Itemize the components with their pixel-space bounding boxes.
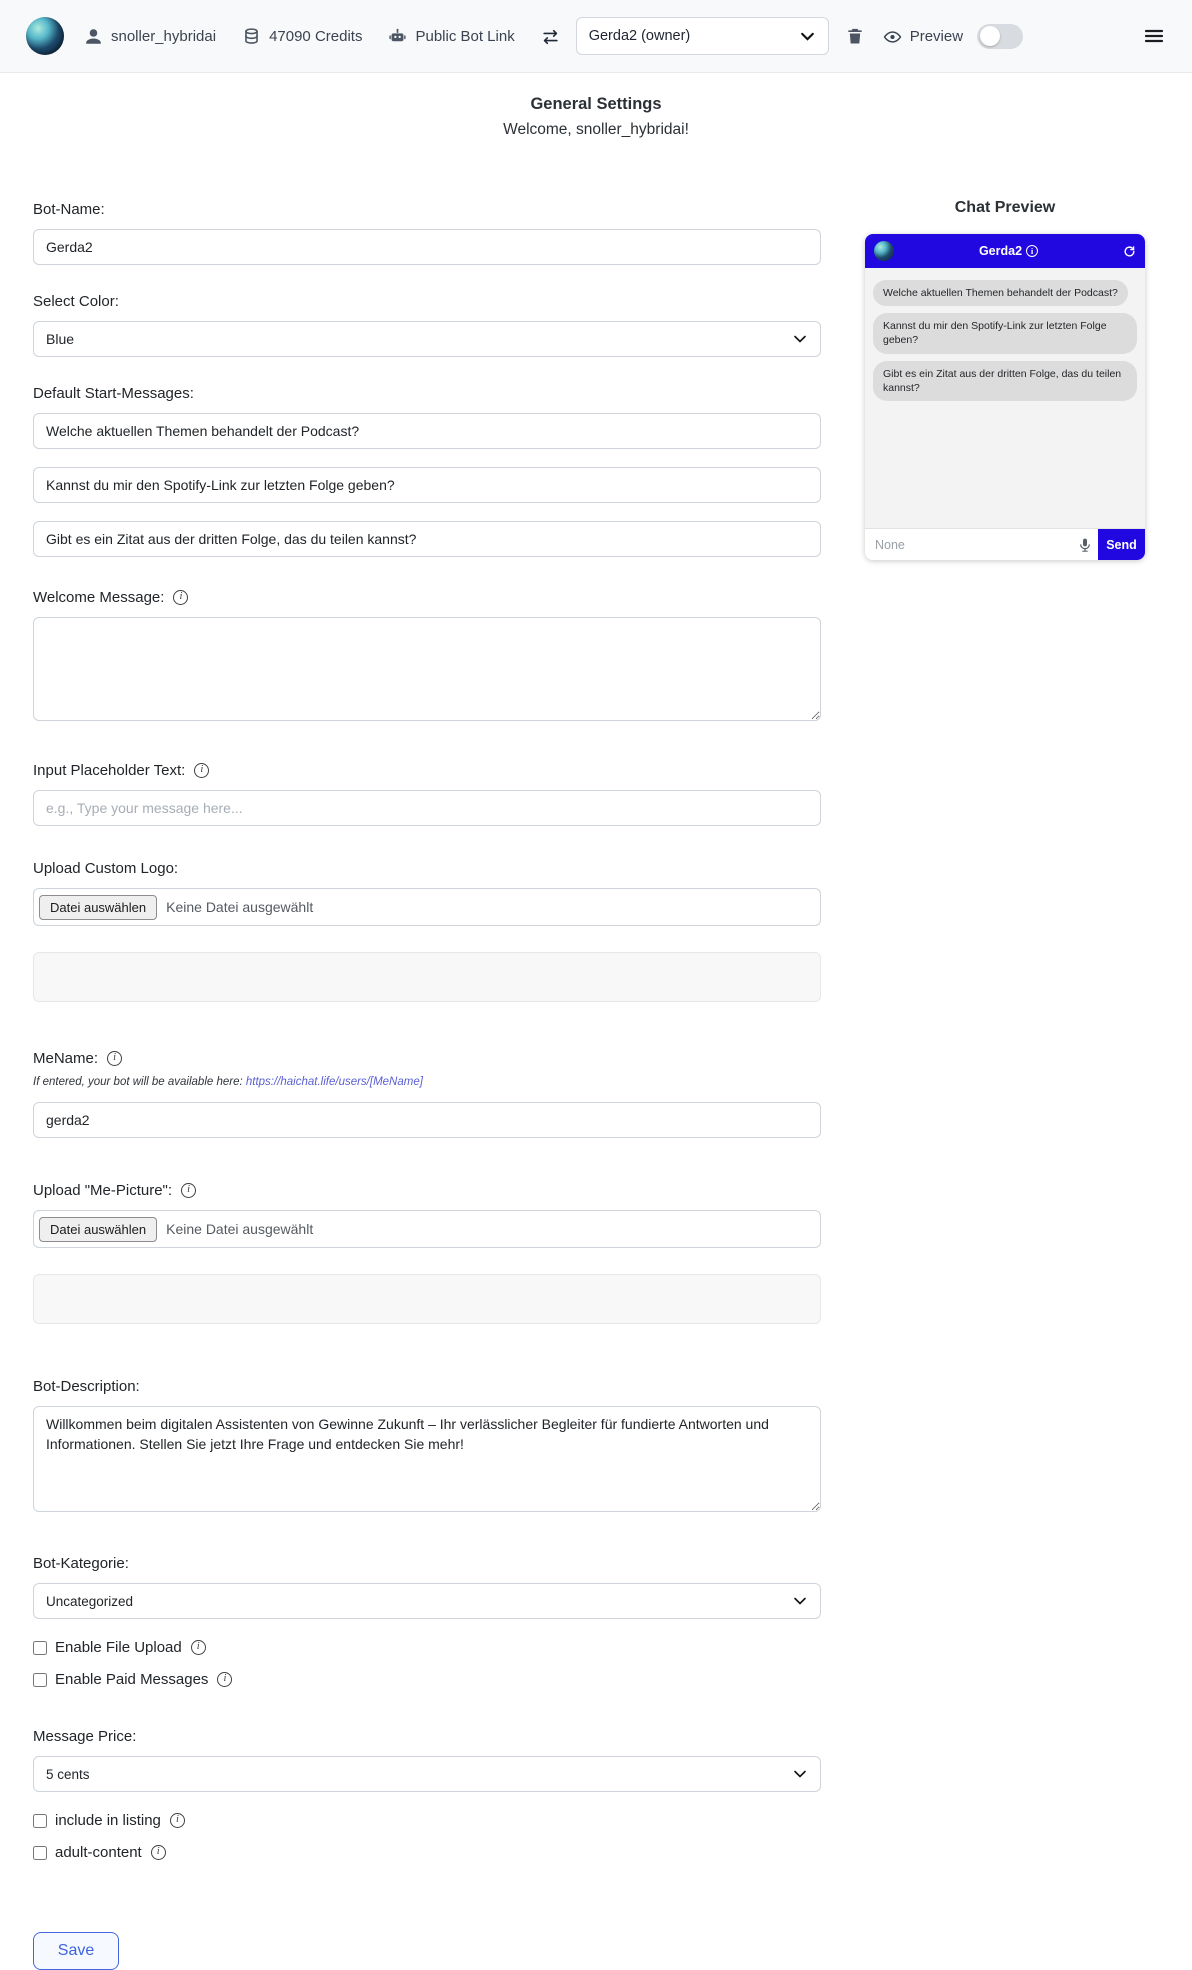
input-placeholder-label: Input Placeholder Text: i (33, 762, 821, 779)
color-select-value: Blue (46, 331, 75, 347)
message-price-select[interactable] (33, 1756, 821, 1792)
me-picture-preview-box (33, 1274, 821, 1324)
starter-message-bubble[interactable]: Welche aktuellen Themen behandelt der Podcast? (873, 280, 1128, 306)
bot-category-select[interactable] (33, 1583, 821, 1619)
chat-message-area (865, 268, 1145, 528)
adult-content-label: adult-content (55, 1844, 142, 1861)
upload-me-picture-file-input[interactable] (33, 1210, 821, 1248)
enable-paid-messages-label: Enable Paid Messages (55, 1671, 209, 1688)
color-select[interactable] (33, 321, 821, 357)
microphone-icon[interactable] (1077, 537, 1093, 553)
welcome-message-label: Welcome Message: i (33, 589, 821, 606)
select-color-label: Select Color: (33, 293, 119, 310)
input-placeholder-input[interactable] (33, 790, 821, 826)
chat-widget (865, 234, 1145, 560)
delete-bot-button[interactable] (845, 26, 865, 46)
welcome-message-textarea[interactable] (33, 617, 821, 721)
chat-preview-title: Chat Preview (954, 199, 1056, 216)
info-icon[interactable] (217, 1672, 232, 1687)
info-icon[interactable] (151, 1845, 166, 1860)
refresh-icon[interactable] (1123, 245, 1136, 258)
start-message-input-2[interactable] (33, 467, 821, 503)
credits-label: 47090 Credits (269, 27, 363, 45)
choose-file-button[interactable]: Datei auswählen (39, 895, 157, 920)
info-icon[interactable] (194, 763, 209, 778)
mename-input[interactable] (33, 1102, 821, 1138)
info-icon[interactable] (107, 1051, 122, 1066)
preview-toggle[interactable] (977, 24, 1023, 49)
topbar-user (84, 27, 216, 46)
message-price-value: 5 cents (46, 1766, 90, 1782)
start-message-input-3[interactable] (33, 521, 821, 557)
no-file-label: Keine Datei ausgewählt (166, 1221, 314, 1237)
logo-preview-box (33, 952, 821, 1002)
switch-bot[interactable] (541, 27, 560, 46)
preview-label: Preview (909, 27, 964, 45)
enable-paid-messages-checkbox[interactable] (33, 1673, 47, 1687)
topbar-credits (242, 27, 362, 46)
bot-avatar (874, 241, 894, 261)
upload-logo-file-input[interactable] (33, 888, 821, 926)
mename-note-text: If entered, your bot will be available here: (33, 1076, 246, 1088)
chat-input-bar (865, 528, 1145, 560)
chevron-down-icon (792, 1766, 808, 1782)
enable-file-upload-label: Enable File Upload (55, 1639, 182, 1656)
save-button[interactable]: Save (33, 1932, 119, 1970)
bot-category-label: Bot-Kategorie: (33, 1555, 129, 1572)
info-icon[interactable] (1026, 245, 1038, 257)
bot-category-value: Uncategorized (46, 1593, 134, 1609)
adult-content-checkbox[interactable] (33, 1846, 47, 1860)
info-icon[interactable] (170, 1813, 185, 1828)
bot-name-input[interactable] (33, 229, 821, 265)
info-icon[interactable] (181, 1183, 196, 1198)
bot-select-value: Gerda2 (owner) (588, 28, 691, 44)
username-label: snoller_hybridai (111, 27, 217, 45)
preview-group (883, 27, 963, 46)
chat-bot-name: Gerda2 i (894, 244, 1123, 258)
page-subtitle: Welcome, snoller_hybridai! (503, 121, 689, 138)
chat-header (865, 234, 1145, 268)
mename-note-link[interactable]: https://haichat.life/users/[MeName] (245, 1076, 423, 1088)
start-messages-label: Default Start-Messages: (33, 385, 194, 402)
starter-message-bubble[interactable]: Kannst du mir den Spotify-Link zur letzten Folge geben? (873, 313, 1137, 353)
chat-preview-panel (865, 187, 1145, 560)
include-in-listing-row (33, 1812, 821, 1829)
toggle-knob (980, 26, 1000, 46)
bot-select[interactable] (576, 17, 829, 55)
public-bot-link-label: Public Bot Link (415, 27, 515, 45)
menu-icon[interactable] (1142, 24, 1166, 48)
chat-message-input[interactable] (865, 538, 1075, 552)
message-price-label: Message Price: (33, 1728, 137, 1745)
include-in-listing-checkbox[interactable] (33, 1814, 47, 1828)
upload-logo-label: Upload Custom Logo: (33, 860, 179, 877)
info-icon[interactable] (191, 1640, 206, 1655)
start-messages-group (33, 413, 821, 557)
start-message-input-1[interactable] (33, 413, 821, 449)
settings-form (33, 187, 821, 1970)
starter-message-bubble[interactable]: Gibt es ein Zitat aus der dritten Folge, das du teilen kannst? (873, 361, 1137, 401)
chevron-down-icon (792, 1593, 808, 1609)
robot-icon (388, 27, 407, 46)
send-button[interactable]: Send (1098, 529, 1145, 560)
chevron-down-icon (799, 28, 816, 45)
upload-me-picture-label: Upload "Me-Picture": i (33, 1182, 821, 1199)
enable-file-upload-row (33, 1639, 821, 1656)
no-file-label: Keine Datei ausgewählt (166, 899, 314, 915)
swap-arrows-icon (541, 27, 560, 46)
bot-description-textarea[interactable] (33, 1406, 821, 1512)
mename-label: MeName: i (33, 1050, 821, 1067)
chevron-down-icon (792, 331, 808, 347)
topbar-public-bot-link[interactable] (388, 27, 514, 46)
eye-icon (883, 27, 902, 46)
include-in-listing-label: include in listing (55, 1812, 161, 1829)
user-icon (84, 27, 103, 46)
topbar (0, 0, 1192, 73)
choose-file-button[interactable]: Datei auswählen (39, 1217, 157, 1242)
main-content (0, 187, 1192, 1970)
bot-name-label: Bot-Name: (33, 201, 105, 218)
info-icon[interactable] (173, 590, 188, 605)
adult-content-row (33, 1844, 821, 1861)
page-title: General Settings (530, 95, 662, 113)
page-heading (0, 95, 1192, 139)
enable-file-upload-checkbox[interactable] (33, 1641, 47, 1655)
enable-paid-messages-row (33, 1671, 821, 1688)
app-logo[interactable] (26, 17, 64, 55)
credits-icon (242, 27, 261, 46)
mename-note (33, 1076, 821, 1088)
bot-description-label: Bot-Description: (33, 1378, 140, 1395)
